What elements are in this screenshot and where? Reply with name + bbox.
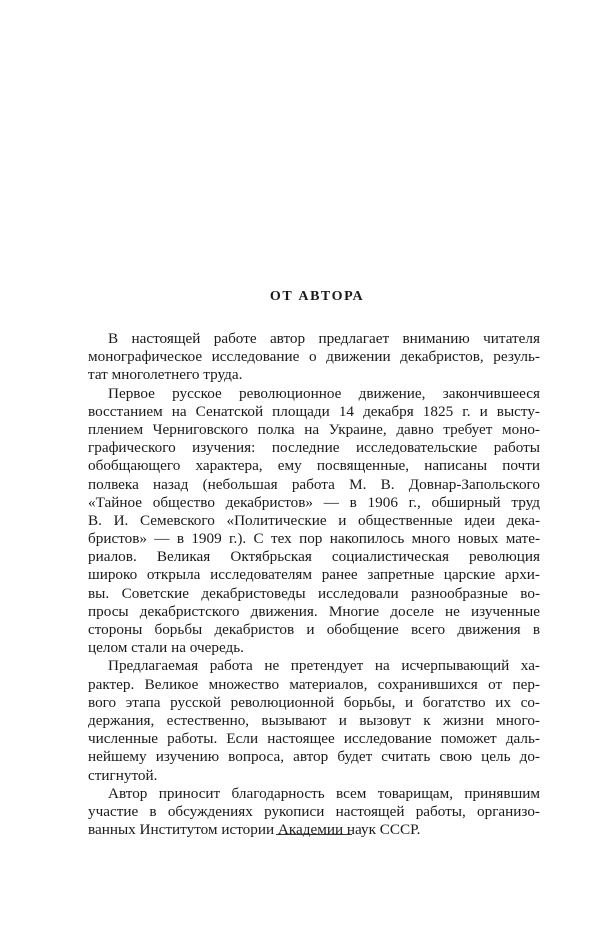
text-line: плением Черниговского полка на Украине, давно требует моно- — [88, 420, 540, 438]
page-title: ОТ АВТОРА — [269, 289, 365, 304]
text-line: численные работы. Если настоящее исследование поможет даль- — [88, 730, 540, 748]
text-line: Первое русское революционное движение, закончившееся — [108, 384, 540, 402]
text-line: «Тайное общество декабристов» — в 1906 г., обширный труд — [88, 493, 540, 511]
text-line: тат многолетнего труда. — [88, 366, 243, 384]
text-line: монографическое исследование о движении декабристов, резуль- — [88, 348, 540, 366]
preface-text — [88, 330, 540, 839]
text-line: вого этапа русской революционной борьбы, и богатство их со- — [88, 693, 540, 711]
text-line: риалов. Великая Октябрьская социалистическая революция — [88, 548, 540, 566]
text-line: ванных Институтом истории Академии наук СССР. — [88, 821, 421, 839]
text-line: Предлагаемая работа не претендует на исчерпывающий ха- — [108, 657, 540, 675]
text-line: рактер. Великое множество материалов, сохранившихся от пер- — [88, 675, 540, 693]
text-line: Автор приносит благодарность всем товарищам, принявшим — [108, 784, 540, 802]
text-line: стигнутой. — [88, 766, 158, 784]
text-line: восстанием на Сенатской площади 14 декабря 1825 г. и высту- — [88, 402, 540, 420]
text-line: держания, естественно, вызывают и вызовут к жизни много- — [88, 711, 540, 729]
text-line: В настоящей работе автор предлагает вниманию читателя — [108, 330, 540, 347]
text-line: бристов» — в 1909 г.). С тех пор накопилось много новых мате- — [88, 530, 540, 548]
text-line: участие в обсуждениях рукописи настоящей работы, организо- — [88, 802, 540, 820]
text-line: стороны борьбы декабристов и обобщение всего движения в — [88, 621, 540, 638]
text-line: графического изучения: последние исследовательские работы — [88, 439, 540, 457]
text-line: целом стали на очередь. — [88, 639, 244, 657]
closing-rule — [276, 834, 352, 835]
text-line: широко открыла исследователям ранее запретные царские архи- — [88, 566, 540, 584]
text-line: вы. Советские декабристоведы исследовали разнообразные во- — [88, 584, 540, 602]
text-line: просы декабристского движения. Многие доселе не изученные — [88, 602, 540, 620]
text-line: полвека назад (небольшая работа М. В. Довнар-Запольского — [88, 475, 540, 493]
text-line: В. И. Семевского «Политические и общественные идеи дека- — [88, 511, 540, 529]
text-line: нейшему изучению вопроса, автор будет считать свою цель до- — [88, 748, 540, 766]
text-line: обобщающего характера, ему посвященные, написаны почти — [88, 457, 540, 475]
